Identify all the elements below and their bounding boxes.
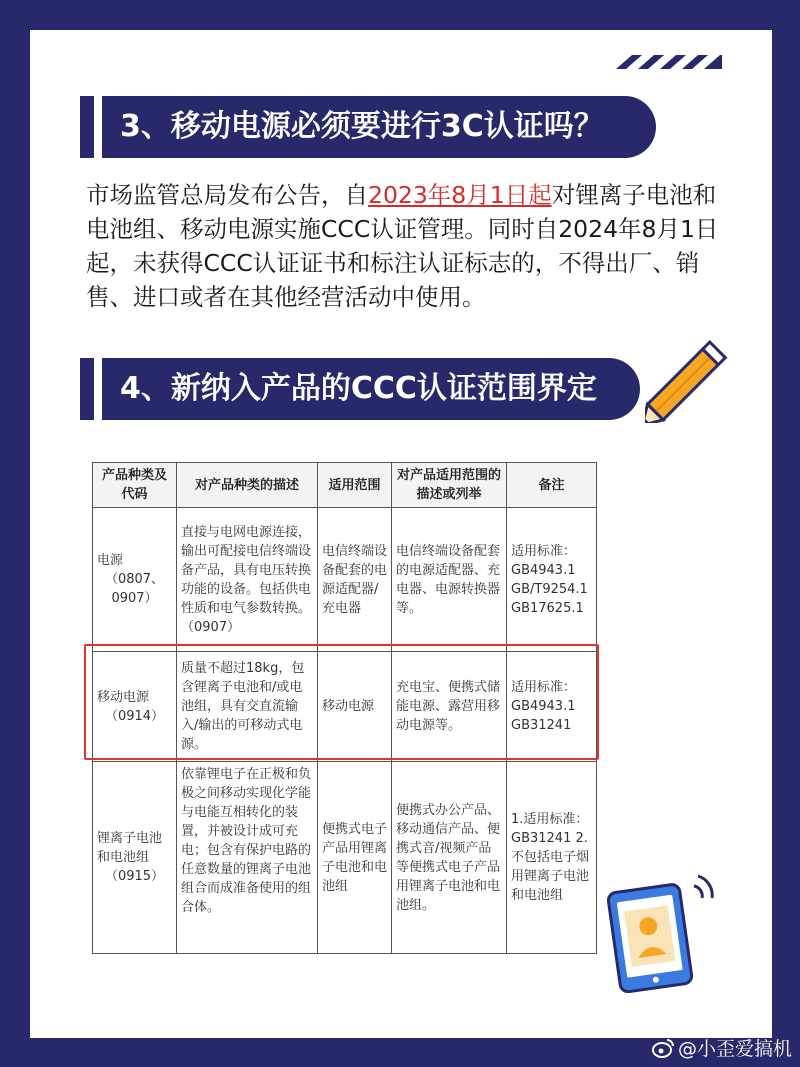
paragraph-text-after: 对锂离子电池和电池组、移动电源实施CCC认证管理。同时自2024年8月1日起，未获得CCC认证证书和标注认证标志的，不得出厂、销售、进口或者在其他经营活动中使用。 bbox=[86, 181, 719, 311]
product-name: 移动电源 bbox=[97, 689, 150, 705]
product-code: （0914） bbox=[104, 708, 165, 724]
weibo-icon bbox=[652, 1038, 674, 1058]
announcement-paragraph bbox=[86, 178, 726, 314]
table-header-cell: 产品种类及代码 bbox=[93, 463, 177, 508]
table-row bbox=[93, 508, 597, 652]
scope-cell: 移动电源 bbox=[318, 652, 392, 762]
description-cell: 依靠锂电子在正极和负极之间移动实现化学能与电能互相转化的装置，并被设计成可充电；包含有保护电路的任意数量的锂离子电池组合而成准备使用的组合体。 bbox=[177, 762, 318, 954]
table-header-cell: 对产品适用范围的描述或列举 bbox=[392, 463, 507, 508]
note-cell: 适用标准：GB4943.1 GB31241 bbox=[507, 652, 597, 762]
scope-list-cell: 充电宝、便携式储能电源、露营用移动电源等。 bbox=[392, 652, 507, 762]
table-row bbox=[93, 762, 597, 954]
product-name: 电源 bbox=[97, 553, 124, 568]
watermark-text: @小歪爱搞机 bbox=[677, 1038, 792, 1060]
product-code: （0807、0907） bbox=[104, 572, 165, 606]
product-name-cell bbox=[93, 508, 177, 652]
scope-cell: 便携式电子产品用锂离子电池和电池组 bbox=[318, 762, 392, 954]
note-cell: 适用标准：GB4943.1 GB/T9254.1 GB17625.1 bbox=[507, 508, 597, 652]
scope-cell: 电信终端设备配套的电源适配器/充电器 bbox=[318, 508, 392, 652]
product-name-cell bbox=[93, 762, 177, 954]
phone-icon bbox=[606, 868, 716, 993]
highlighted-date: 2023年8月1日起 bbox=[368, 181, 552, 209]
header-accent-bar bbox=[80, 358, 94, 420]
description-cell: 直接与电网电源连接，输出可配接电信终端设备产品，具有电压转换功能的设备。包括供电性质和电气参数转换。（0907） bbox=[177, 508, 318, 652]
paragraph-text-before: 市场监管总局发布公告，自 bbox=[86, 181, 368, 209]
scope-list-cell: 电信终端设备配套的电源适配器、充电器、电源转换器等。 bbox=[392, 508, 507, 652]
table-header-cell: 对产品种类的描述 bbox=[177, 463, 318, 508]
product-name: 锂离子电池和电池组 bbox=[97, 831, 163, 865]
scope-list-cell: 便携式办公产品、移动通信产品、便携式音/视频产品等便携式电子产品用锂离子电池和电池组。 bbox=[392, 762, 507, 954]
pencil-icon bbox=[645, 328, 735, 423]
section-4-header bbox=[80, 358, 640, 420]
header-accent-bar bbox=[80, 96, 94, 158]
section-3-title: 3、移动电源必须要进行3C认证吗？ bbox=[102, 96, 656, 158]
weibo-watermark bbox=[652, 1034, 792, 1061]
section-3-header bbox=[80, 96, 656, 158]
description-cell: 质量不超过18kg，包含锂离子电池和/或电池组，具有交直流输入/输出的可移动式电源。 bbox=[177, 652, 318, 762]
table-header-row bbox=[93, 463, 597, 508]
product-code: （0915） bbox=[104, 869, 165, 884]
table-header-cell: 适用范围 bbox=[318, 463, 392, 508]
table-header-cell: 备注 bbox=[507, 463, 597, 508]
section-4-title: 4、新纳入产品的CCC认证范围界定 bbox=[102, 358, 640, 420]
note-cell: 1.适用标准：GB31241 2.不包括电子烟用锂离子电池和电池组 bbox=[507, 762, 597, 954]
decorative-stripes bbox=[612, 55, 722, 69]
mobile-power-highlight-box bbox=[84, 644, 599, 760]
